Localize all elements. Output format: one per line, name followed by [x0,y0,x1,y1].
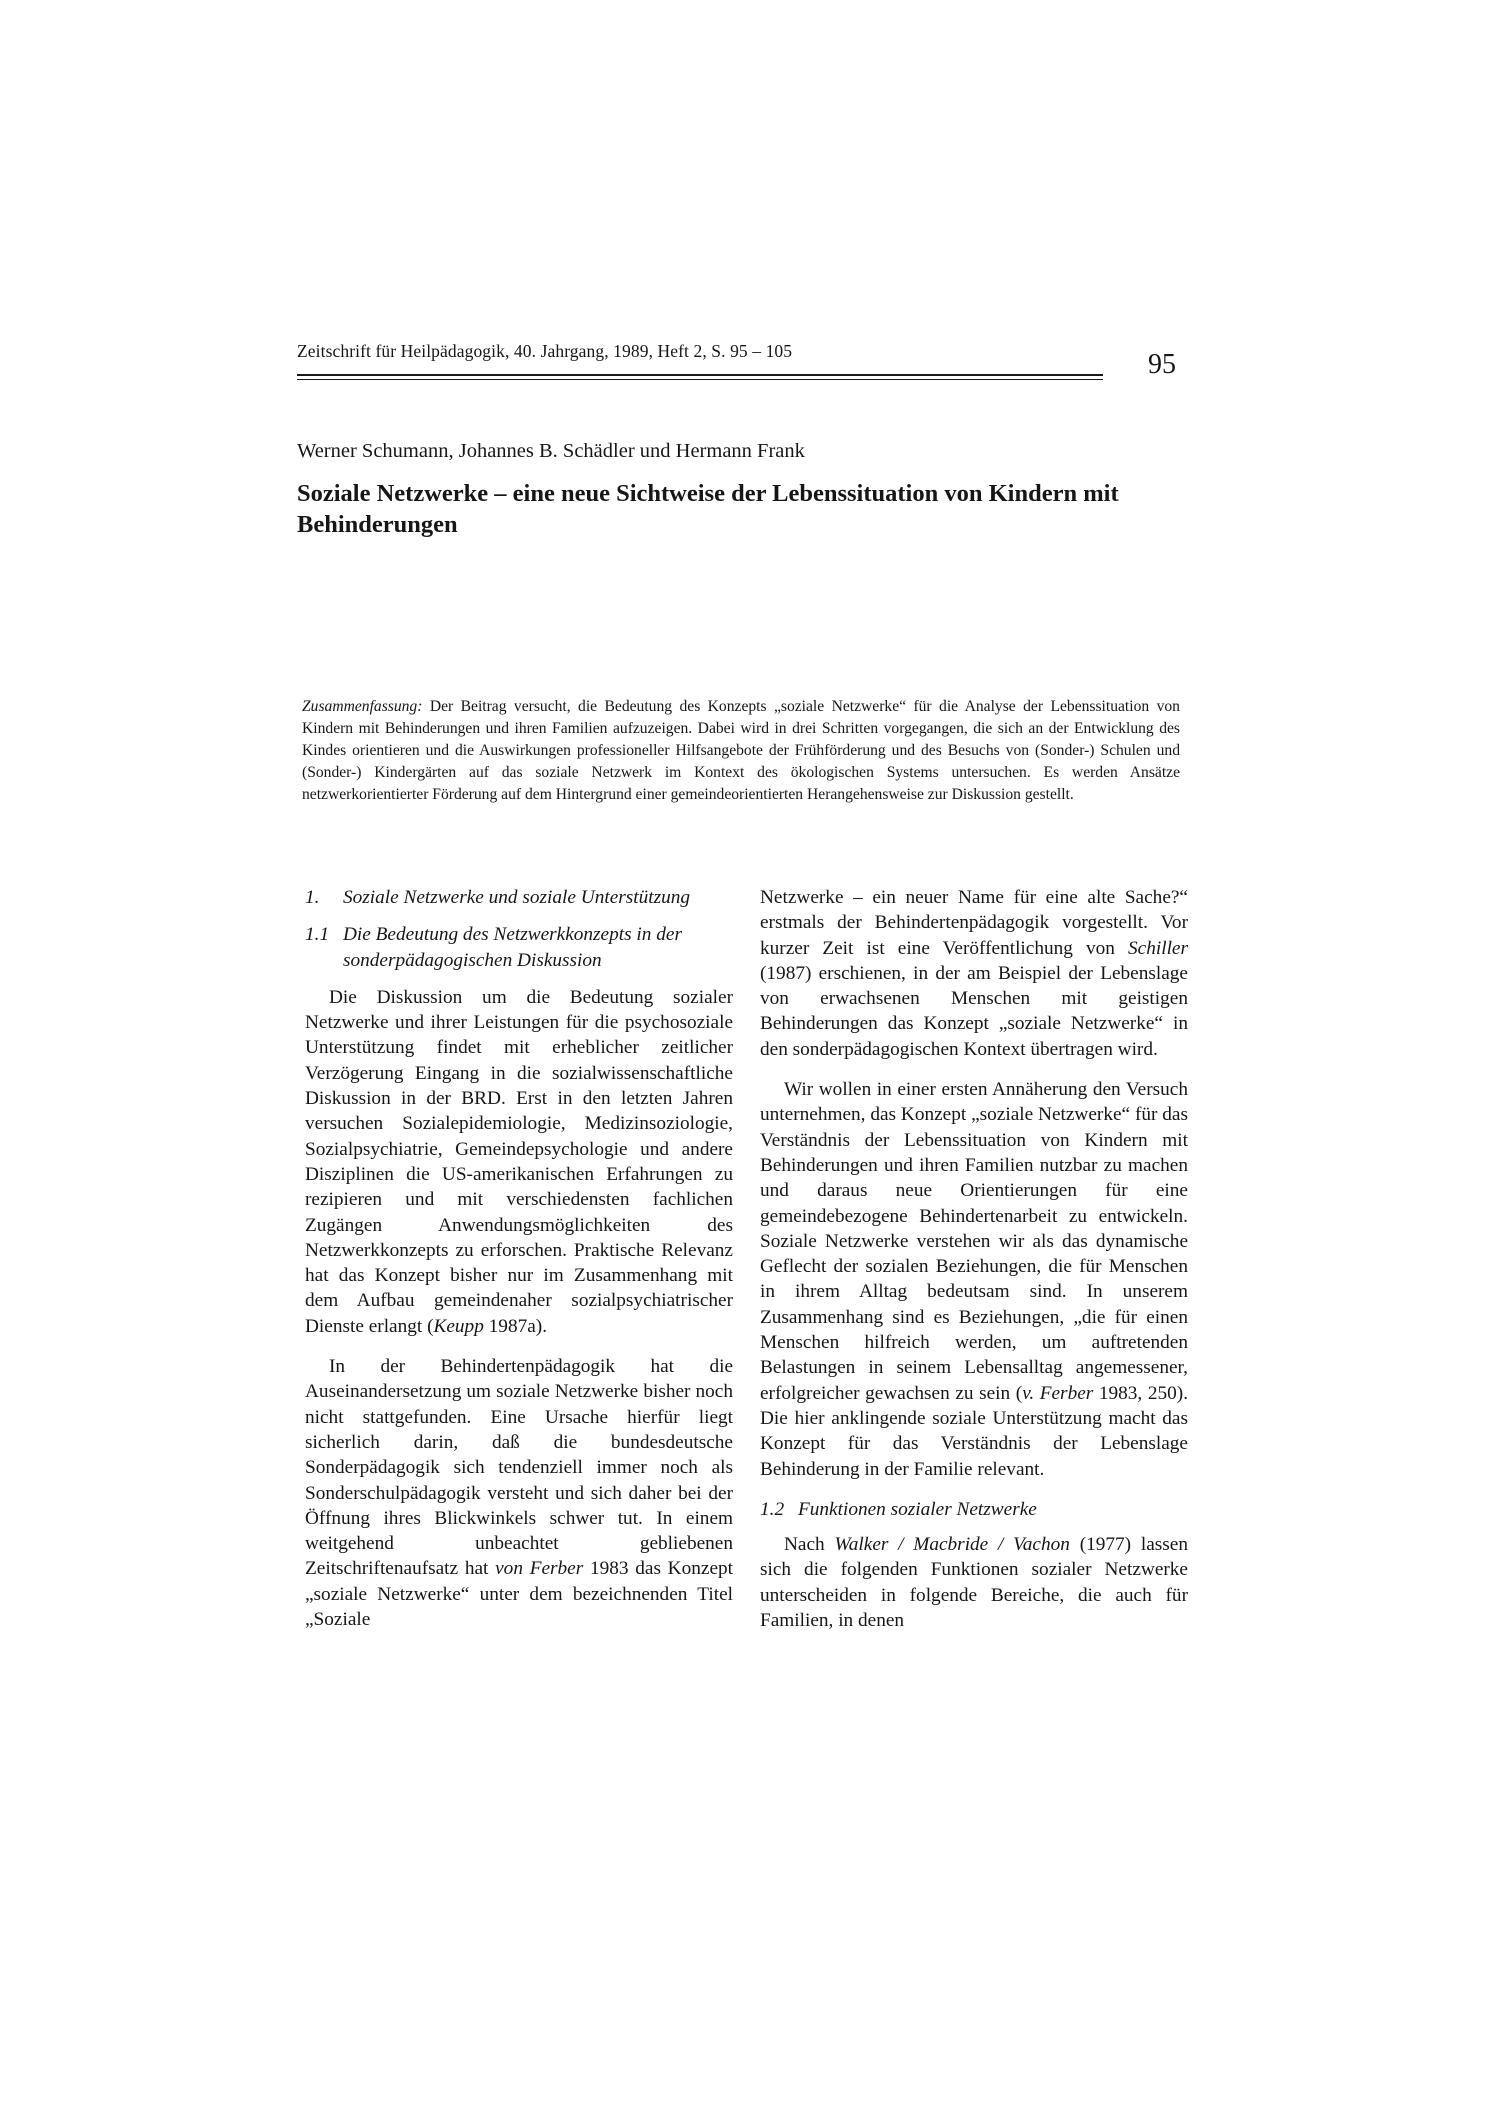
citation: Schiller [1128,937,1188,959]
left-column [305,885,733,1647]
citation: Keupp [433,1315,484,1337]
page-number: 95 [1148,349,1176,380]
section-title: Soziale Netzwerke und soziale Unterstützung [343,887,691,908]
paragraph: Netzwerke – ein neuer Name für eine alte Sache?“ erstmals der Behindertenpädagogik vorgestellt. Vor kurzer Zeit ist eine Veröffentlichung von Schiller (1987) erschienen, in der am Beispiel der Lebenslage von erwachsenen Menschen mit geistigen Behinderungen das Konzept „soziale Netzwerke“ in den sonderpädagogischen Kontext übertragen wird. [760,887,1188,1060]
section-title: Funktionen sozialer Netzwerke [798,1498,1037,1520]
paragraph: In der Behindertenpädagogik hat die Auseinandersetzung um soziale Netzwerke bisher noch nicht stattgefunden. Eine Ursache hierfür liegt sicherlich darin, daß die bundesdeutsche Sonderpädagogik sich tendenziell immer noch als Sonderschulpädagogik versteht und sich daher bei der Öffnung ihres Blickwinkels schwer tut. In einem weitgehend unbeachtet gebliebenen Zeitschriftenaufsatz hat von Ferber 1983 das Konzept „soziale Netzwerke“ unter dem bezeichnenden Titel „Soziale [305,1356,733,1631]
article-title: Soziale Netzwerke – eine neue Sichtweise der Lebenssituation von Kindern mit Behinderungen [297,480,1119,538]
header-rule [297,379,1103,380]
header-rule [297,374,1103,376]
paragraph: Nach Walker / Macbride / Vachon (1977) lassen sich die folgenden Funktionen sozialer Netzwerke unterscheiden in folgende Bereiche, die auch für Familien, in denen [760,1534,1188,1632]
section-heading-1 [305,885,733,910]
section-heading-1-2 [760,1497,1188,1522]
section-number: 1. [305,887,320,908]
citation: v. Ferber [1022,1382,1094,1404]
paragraph: Die Diskussion um die Bedeutung sozialer Netzwerke und ihrer Leistungen für die psychosoziale Unterstützung findet mit erheblicher zeitlicher Verzögerung Eingang in die sozialwissenschaftliche Diskussion in der BRD. Erst in den letzten Jahren versuchen Sozialepidemiologie, Medizinsoziologie, Sozialpsychiatrie, Gemeindepsychologie und andere Disziplinen die US-amerikanischen Erfahrungen zu rezipieren und mit verschiedensten fachlichen Zugängen Anwendungsmöglichkeiten des Netzwerkkonzepts zu erforschen. Praktische Relevanz hat das Konzept bisher nur im Zusammenhang mit dem Aufbau gemeindenaher sozialpsychiatrischer Dienste erlangt (Keupp 1987a). [305,986,733,1337]
abstract [302,696,1180,806]
citation: von Ferber [495,1558,584,1580]
right-column [760,885,1188,1648]
authors: Werner Schumann, Johannes B. Schädler und Hermann Frank [297,440,805,462]
abstract-text: Der Beitrag versucht, die Bedeutung des Konzepts „soziale Netzwerke“ für die Analyse der Lebenssituation von Kindern mit Behinderungen und ihren Familien aufzuzeigen. Dabei wird in drei Schritten vorgegangen, die sich an der Entwicklung des Kindes orientieren und die Auswirkungen professioneller Hilfsangebote der Frühförderung und des Besuchs von (Sonder-) Schulen und (Sonder-) Kindergärten auf das soziale Netzwerk im Kontext des ökologischen Systems untersuchen. Es werden Ansätze netzwerkorientierter Förderung auf dem Hintergrund einer gemeindeorientierten Herangehensweise zur Diskussion gestellt. [302,698,1180,803]
section-number: 1.2 [760,1498,785,1520]
abstract-label: Zusammenfassung: [302,698,423,715]
section-number: 1.1 [305,924,330,946]
citation: Walker / Macbride / Vachon [834,1534,1070,1556]
section-title: Die Bedeutung des Netzwerkkonzepts in der sonderpädagogischen Diskussion [343,924,682,971]
paragraph: Wir wollen in einer ersten Annäherung den Versuch unternehmen, das Konzept „soziale Netzwerke“ für das Verständnis der Lebenssituation von Kindern mit Behinderungen und ihren Familien nutzbar zu machen und daraus neue Orientierungen für eine gemeindebezogene Behindertenarbeit zu entwickeln. Soziale Netzwerke verstehen wir als das dynamische Geflecht der sozialen Beziehungen, die für Menschen in ihrem Alltag bedeutsam sind. In unserem Zusammenhang sind es Beziehungen, „die für einen Menschen hilfreich werden, um auftretenden Belastungen in seinem Lebensalltag angemessener, erfolgreicher gewachsen zu sein (v. Ferber 1983, 250). Die hier anklingende soziale Unterstützung macht das Konzept für das Verständnis der Lebenslage Behinderung in der Familie relevant. [760,1079,1189,1480]
section-heading-1-1 [305,922,733,973]
journal-reference: Zeitschrift für Heilpädagogik, 40. Jahrgang, 1989, Heft 2, S. 95 – 105 [297,341,793,361]
